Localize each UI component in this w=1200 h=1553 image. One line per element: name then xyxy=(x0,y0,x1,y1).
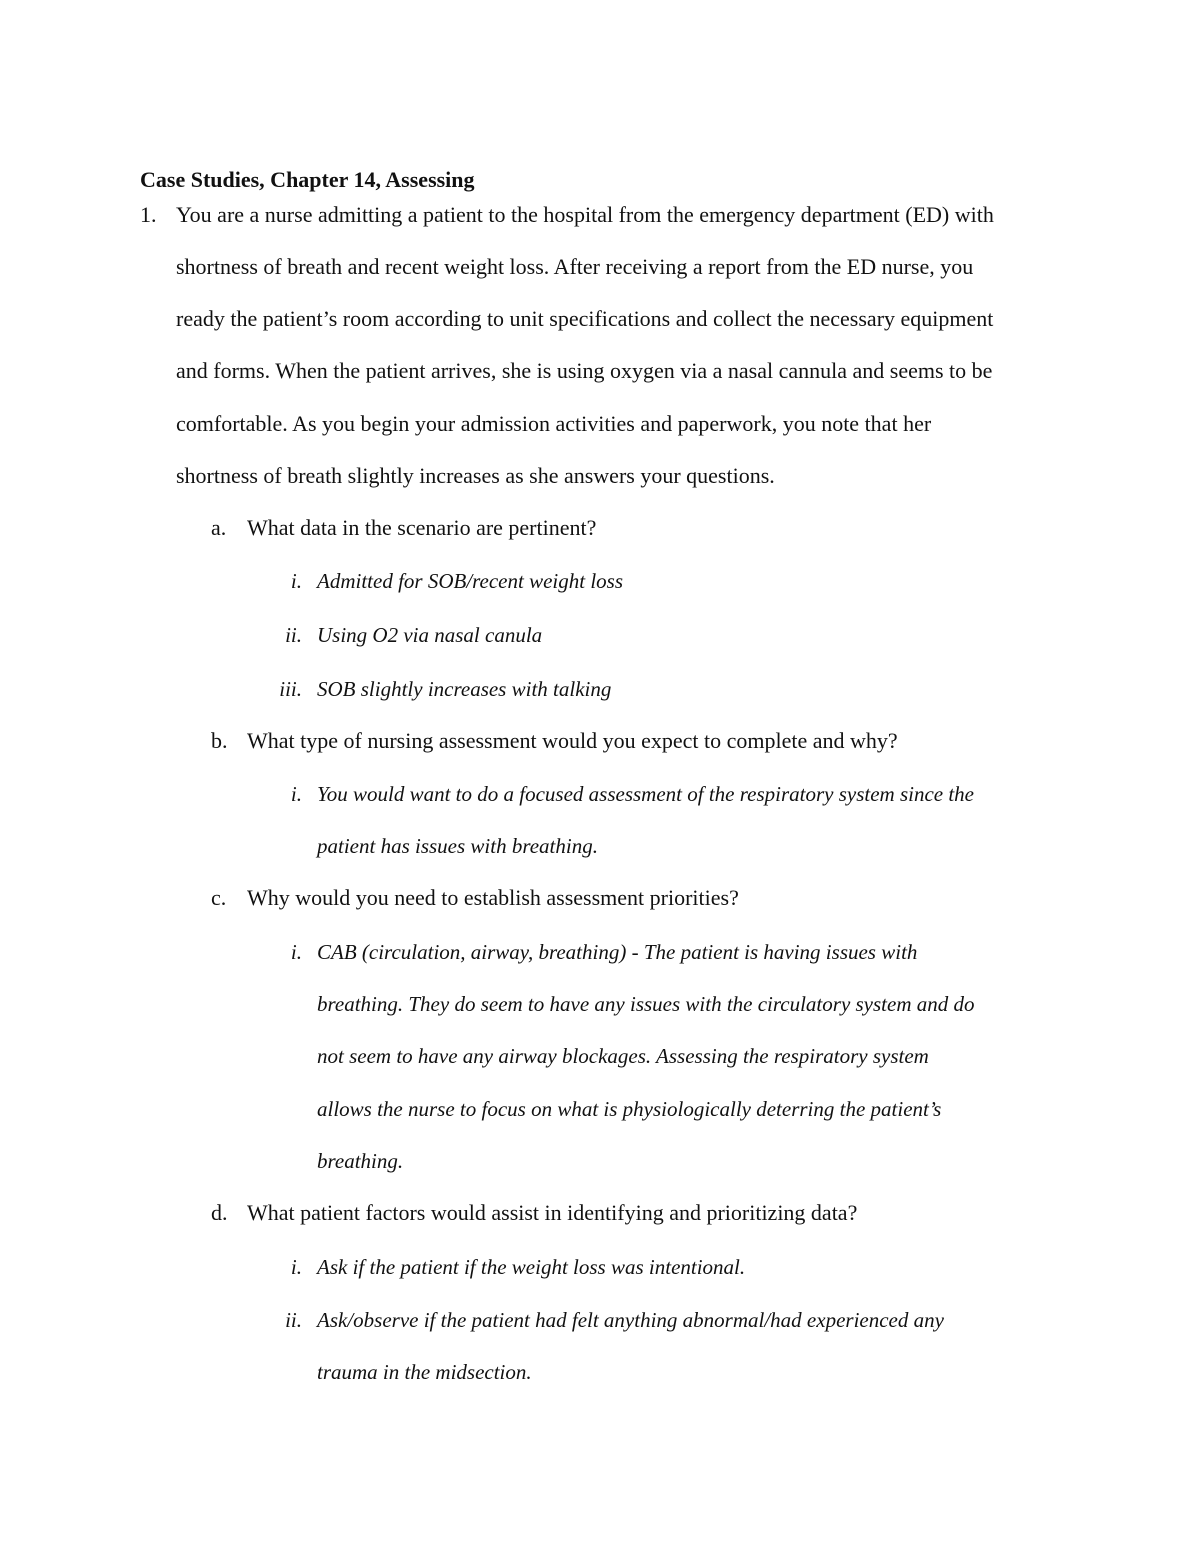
answer-line: breathing. They do seem to have any issues with the circulatory system and do xyxy=(317,992,975,1016)
answer-line: Using O2 via nasal canula xyxy=(317,623,543,647)
answer-number: i. xyxy=(290,1255,302,1279)
answer-line: Admitted for SOB/recent weight loss xyxy=(317,569,624,593)
answer-line: breathing. xyxy=(317,1149,404,1173)
part-c-question: Why would you need to establish assessment priorities? xyxy=(247,885,739,910)
answer-number: ii. xyxy=(285,1308,302,1332)
answer-line: not seem to have any airway blockages. Assessing the respiratory system xyxy=(317,1044,929,1068)
answer-number: i. xyxy=(290,569,302,593)
answer-line: allows the nurse to focus on what is physiologically deterring the patient’s xyxy=(317,1097,942,1121)
part-b-question: What type of nursing assessment would you expect to complete and why? xyxy=(247,728,898,753)
part-b-label: b. xyxy=(211,728,228,753)
answer-number: i. xyxy=(290,940,302,964)
part-a-question: What data in the scenario are pertinent? xyxy=(247,515,597,540)
question-number: 1. xyxy=(140,202,157,227)
answer-number: ii. xyxy=(285,623,302,647)
part-c-label: c. xyxy=(211,885,227,910)
answer-line: Ask if the patient if the weight loss was intentional. xyxy=(317,1255,746,1279)
part-d-label: d. xyxy=(211,1200,228,1225)
question-line: shortness of breath and recent weight loss. After receiving a report from the ED nurse, you xyxy=(176,254,974,279)
answer-line: SOB slightly increases with talking xyxy=(317,677,612,701)
answer-line: CAB (circulation, airway, breathing) - The patient is having issues with xyxy=(317,940,918,964)
question-line: comfortable. As you begin your admission activities and paperwork, you note that her xyxy=(176,411,932,436)
answer-line: You would want to do a focused assessment of the respiratory system since the xyxy=(317,782,974,806)
document-title: Case Studies, Chapter 14, Assessing xyxy=(140,167,475,192)
answer-line: patient has issues with breathing. xyxy=(317,834,598,858)
part-a-label: a. xyxy=(211,515,227,540)
answer-number: i. xyxy=(290,782,302,806)
answer-line: Ask/observe if the patient had felt anything abnormal/had experienced any xyxy=(317,1308,944,1332)
question-line: You are a nurse admitting a patient to the hospital from the emergency department (ED) with xyxy=(176,202,994,227)
question-line: and forms. When the patient arrives, she is using oxygen via a nasal cannula and seems to be xyxy=(176,358,993,383)
answer-line: trauma in the midsection. xyxy=(317,1360,532,1384)
question-line: shortness of breath slightly increases as she answers your questions. xyxy=(176,463,775,488)
part-d-question: What patient factors would assist in identifying and prioritizing data? xyxy=(247,1200,858,1225)
answer-number: iii. xyxy=(279,677,302,701)
question-line: ready the patient’s room according to unit specifications and collect the necessary equipment xyxy=(176,306,994,331)
